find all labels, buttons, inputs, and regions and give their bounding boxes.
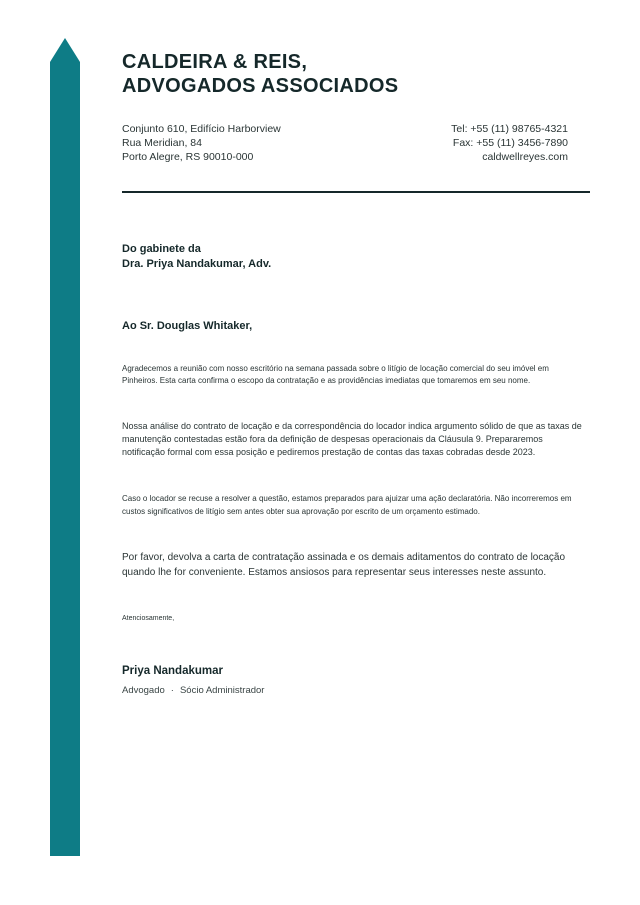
- address-line2: Rua Meridian, 84: [122, 137, 202, 149]
- firm-name-line1: CALDEIRA & REIS,: [122, 51, 308, 73]
- firm-name-line2: ADVOGADOS ASSOCIADOS: [122, 75, 399, 97]
- contact-info: [451, 122, 568, 164]
- salutation: Ao Sr. Douglas Whitaker,: [122, 320, 253, 332]
- signature-separator: ·: [170, 685, 174, 696]
- office-address: [122, 122, 281, 164]
- body-paragraph-1: Agradecemos a reunião com nosso escritório na semana passada sobre o litígio de locação comercial do seu imóvel em Pinheiros. Esta carta confirma o escopo da contratação e as providências imediatas que tomaremos em seu nome.: [122, 364, 549, 385]
- from-line2: Dra. Priya Nandakumar, Adv.: [122, 258, 272, 270]
- firm-name: [122, 50, 398, 98]
- address-line1: Conjunto 610, Edifício Harborview: [122, 123, 281, 135]
- signature-name: Priya Nandakumar: [122, 665, 223, 677]
- closing: Atenciosamente,: [122, 615, 175, 622]
- body-paragraph-4: Por favor, devolva a carta de contratação assinada e os demais aditamentos do contrato de locação quando lhe for conveniente. Estamos ansiosos para representar seus interesses neste assunto.: [122, 552, 566, 578]
- contact-fax: Fax: +55 (11) 3456-7890: [452, 137, 568, 149]
- from-block: [122, 242, 271, 272]
- body-paragraph-3: Caso o locador se recuse a resolver a questão, estamos preparados para ajuizar uma ação declaratória. Não incorreremos em custos significativos de litígio sem antes obter sua aprovação por escrito de um orçamento estimado.: [122, 494, 572, 516]
- header-divider: [122, 191, 590, 193]
- body-paragraph-2: Nossa análise do contrato de locação e da correspondência do locador indica argumento sólido de que as taxas de manutenção contestadas estão fora da definição de despesas operacionais da Cláusula 9. Prepararemos notificação formal com essa posição e pediremos prestação de contas das taxas cobradas desde 2023.: [122, 421, 582, 457]
- contact-website: caldwellreyes.com: [482, 151, 568, 163]
- from-line1: Do gabinete da: [122, 243, 201, 255]
- signature-title: [122, 684, 264, 697]
- ribbon-shape: [50, 38, 80, 856]
- signature-role: Advogado: [122, 685, 165, 696]
- address-line3: Porto Alegre, RS 90010-000: [122, 151, 254, 163]
- signature-position: Sócio Administrador: [179, 685, 265, 696]
- contact-tel: Tel: +55 (11) 98765-4321: [451, 123, 568, 135]
- teal-ribbon-decoration: [50, 38, 80, 856]
